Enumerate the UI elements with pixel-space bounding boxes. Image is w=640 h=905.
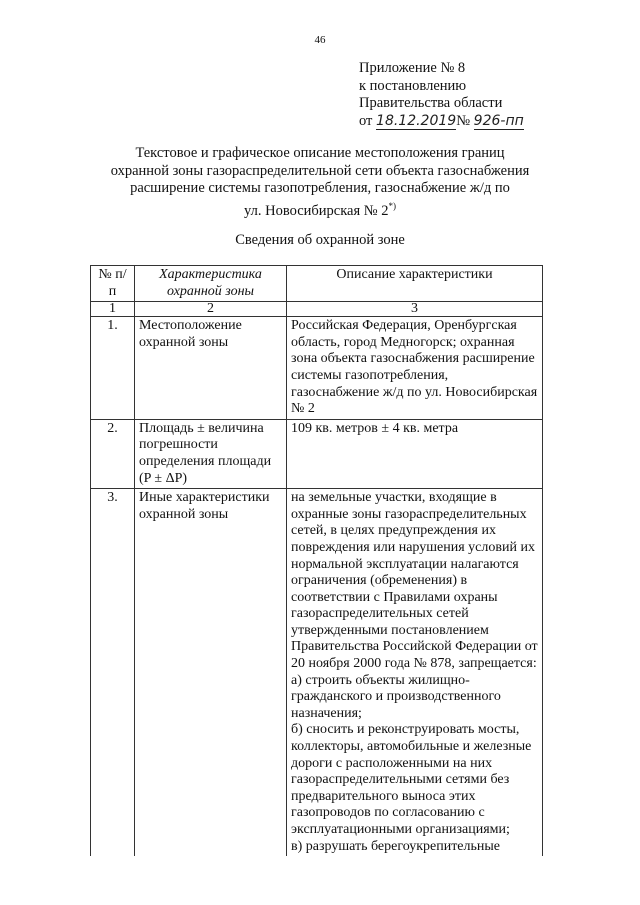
document-title: [80, 145, 560, 220]
page-number: 46: [314, 34, 326, 46]
appendix-line-1: Приложение № 8: [359, 60, 466, 76]
title-line-1: Текстовое и графическое описание местоположения границ: [135, 145, 505, 161]
section-title: Сведения об охранной зоне: [235, 232, 405, 248]
handwritten-number: 926-пп: [473, 112, 524, 129]
title-line-2: охранной зоны газораспределительной сети объекта газоснабжения: [110, 162, 530, 179]
row-description: 109 кв. метров ± 4 кв. метра: [287, 419, 543, 488]
from-label: от: [359, 112, 373, 129]
row-number: 3.: [91, 489, 135, 857]
column-index: 1: [91, 302, 135, 317]
column-index: 3: [287, 302, 543, 317]
title-line-3: расширение системы газопотребления, газоснабжение ж/д по: [130, 180, 510, 196]
title-line-4-text: ул. Новосибирская № 2: [244, 202, 389, 219]
table-header-row: [91, 266, 543, 302]
table-row: [91, 489, 543, 857]
appendix-line-3: Правительства области: [359, 95, 503, 111]
restriction-item-b: б) сносить и реконструировать мосты, коллекторы, автомобильные и железные дороги с расположенными на них газораспределительными сетями без предварительного выноса этих газопроводов по согласованию с эксплуатационными организациями;: [291, 722, 532, 837]
column-index-row: [91, 302, 543, 317]
row-number: 2.: [91, 419, 135, 488]
handwritten-date: 18.12.2019: [376, 112, 457, 129]
restriction-item-c: в) разрушать берегоукрепительные: [291, 838, 501, 854]
row-description-cell: [287, 489, 543, 857]
table-row: [91, 419, 543, 488]
footnote-mark: *): [388, 200, 396, 211]
row-number: 1.: [91, 317, 135, 420]
header-description: Описание характеристики: [287, 266, 543, 302]
row-characteristic: Иные характеристики охранной зоны: [135, 489, 287, 857]
appendix-block: [359, 60, 524, 130]
protection-zone-table: [90, 265, 543, 856]
row-description: на земельные участки, входящие в охранные зоны газораспределительных сетей, в целях предупреждения их повреждения или нарушения условий их нормальной эксплуатации налагаются ограничения (обременения) в соответствии с Правилами охраны газораспределительных сетей утвержденными постановлением Правительства Российской Федерации от 20 ноября 2000 года № 878, запрещается:: [291, 490, 538, 672]
row-characteristic: Площадь ± величина погрешности определения площади (P ± ΔP): [135, 419, 287, 488]
number-label: №: [456, 112, 471, 129]
appendix-date-line: [359, 113, 524, 131]
column-index: 2: [135, 302, 287, 317]
title-line-4: [80, 198, 560, 220]
restriction-item-a: а) строить объекты жилищно-гражданского и производственного назначения;: [291, 672, 501, 721]
header-characteristic: Характеристика охранной зоны: [135, 266, 287, 302]
row-description: Российская Федерация, Оренбургская область, город Медногорск; охранная зона объекта газоснабжения расширение системы газопотребления, газоснабжение ж/д по ул. Новосибирская № 2: [287, 317, 543, 420]
appendix-line-2: к постановлению: [359, 77, 467, 94]
header-number: № п/п: [91, 266, 135, 302]
table-row: [91, 317, 543, 420]
row-characteristic: Местоположение охранной зоны: [135, 317, 287, 420]
